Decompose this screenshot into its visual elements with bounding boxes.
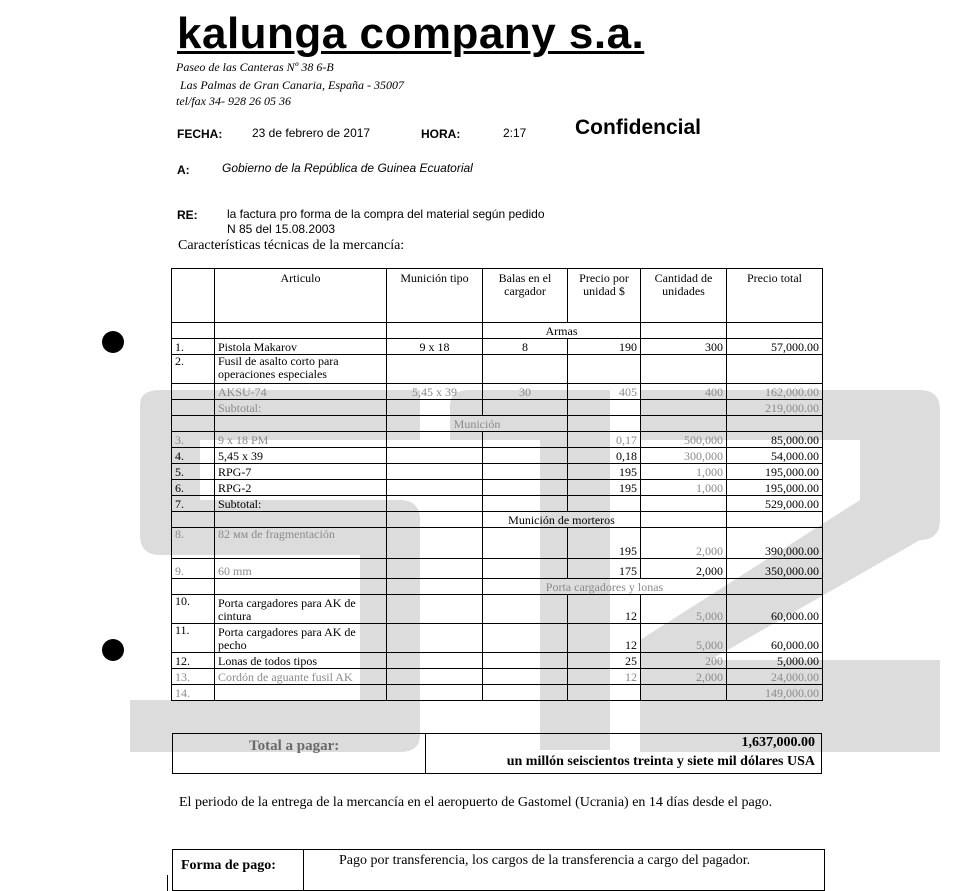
row-quantity: 5,000	[641, 624, 727, 653]
row-number: 9.	[172, 559, 215, 579]
payment-text: Pago por transferencia, los cargos de la transferencia a cargo del pagador.	[339, 853, 751, 868]
row-number: 13.	[172, 669, 215, 685]
section-row	[172, 416, 823, 432]
row-quantity: 1,000	[641, 480, 727, 496]
row-total: 350,000.00	[727, 559, 823, 579]
row-total: 60,000.00	[727, 624, 823, 653]
hora-label: HORA:	[421, 127, 461, 141]
row-quantity: 300,000	[641, 448, 727, 464]
row-price: 195	[568, 480, 641, 496]
row-price: 12	[568, 595, 641, 624]
row-quantity: 300	[641, 339, 727, 355]
row-price: 175	[568, 559, 641, 579]
address-line-1: Paseo de las Canteras Nº 38 6-B	[176, 60, 334, 74]
items-table	[171, 268, 823, 701]
header-total: Precio total	[727, 269, 823, 323]
row-number: 10.	[172, 595, 215, 624]
row-total: 57,000.00	[727, 339, 823, 355]
table-row	[172, 595, 823, 624]
row-article: RPG-7	[215, 464, 387, 480]
table-header-row	[172, 269, 823, 323]
table-row	[172, 653, 823, 669]
header-precio: Precio por unidad $	[568, 269, 641, 323]
header-municion: Munición tipo	[387, 269, 483, 323]
delivery-paragraph: El periodo de la entrega de la mercancía en el aeropuerto de Gastomel (Ucrania) en 14 días desde el pago.	[179, 795, 773, 810]
header-cantidad: Cantidad de unidades	[641, 269, 727, 323]
row-article: AKSU-74	[215, 384, 387, 400]
row-quantity: 2,000	[641, 528, 727, 559]
row-total: 54,000.00	[727, 448, 823, 464]
total-label: Total a pagar:	[249, 738, 340, 754]
table-row	[172, 355, 823, 384]
table-row	[172, 685, 823, 701]
row-article: Subtotal:	[215, 400, 387, 416]
row-price: 195	[568, 464, 641, 480]
row-article: 5,45 x 39	[215, 448, 387, 464]
section-morteros: Munición de morteros	[483, 512, 641, 528]
row-total: 5,000.00	[727, 653, 823, 669]
total-amount: 1,637,000.00	[741, 735, 815, 750]
row-quantity: 400	[641, 384, 727, 400]
hora-value: 2:17	[503, 126, 527, 140]
subtotal-row	[172, 400, 823, 416]
section-row	[172, 512, 823, 528]
address-line-2: Las Palmas de Gran Canaria, España - 35007	[180, 78, 405, 92]
row-quantity: 1,000	[641, 464, 727, 480]
recipient-value: Gobierno de la República de Guinea Ecuatorial	[222, 161, 473, 175]
table-row	[172, 559, 823, 579]
row-quantity: 500,000	[641, 432, 727, 448]
row-total: 149,000.00	[727, 685, 823, 701]
row-number: 2.	[172, 355, 215, 384]
section-armas: Armas	[483, 323, 641, 339]
row-number: 5.	[172, 464, 215, 480]
row-total: 195,000.00	[727, 480, 823, 496]
payment-label: Forma de pago:	[181, 858, 276, 873]
row-number: 11.	[172, 624, 215, 653]
table-row	[172, 624, 823, 653]
row-number: 7.	[172, 496, 215, 512]
re-line-1: la factura pro forma de la compra del material según pedido	[227, 207, 545, 221]
row-quantity: 2,000	[641, 669, 727, 685]
row-price: 405	[568, 384, 641, 400]
row-total: 60,000.00	[727, 595, 823, 624]
table-row	[172, 480, 823, 496]
row-municion: 9 x 18	[387, 339, 483, 355]
payment-box-divider	[303, 850, 304, 890]
row-price: 0,18	[568, 448, 641, 464]
section-porta: Porta cargadores y lonas	[483, 579, 727, 595]
subtotal-row	[172, 496, 823, 512]
row-price: 25	[568, 653, 641, 669]
row-number: 8.	[172, 528, 215, 559]
row-article: 82 мм de fragmentación	[215, 528, 387, 559]
row-article: Porta cargadores para AK de cintura	[215, 595, 387, 624]
table-row	[172, 339, 823, 355]
row-article: 9 x 18 PM	[215, 432, 387, 448]
row-total: 195,000.00	[727, 464, 823, 480]
table-row	[172, 384, 823, 400]
row-price: 12	[568, 669, 641, 685]
row-quantity: 5,000	[641, 595, 727, 624]
row-total: 219,000.00	[727, 400, 823, 416]
row-number: 4.	[172, 448, 215, 464]
row-article: Pistola Makarov	[215, 339, 387, 355]
table-row	[172, 432, 823, 448]
fecha-label: FECHA:	[177, 127, 223, 141]
row-total: 162,000.00	[727, 384, 823, 400]
header-number	[172, 269, 215, 323]
header-articulo: Articulo	[215, 269, 387, 323]
row-article: 60 mm	[215, 559, 387, 579]
address-line-3: tel/fax 34- 928 26 05 36	[176, 94, 291, 108]
row-article: Cordón de aguante fusil AK	[215, 669, 387, 685]
row-number: 12.	[172, 653, 215, 669]
header-balas: Balas en el cargador	[483, 269, 568, 323]
row-price: 0,17	[568, 432, 641, 448]
section-municion: Munición	[387, 416, 568, 432]
re-label: RE:	[177, 208, 198, 222]
table-row	[172, 669, 823, 685]
total-box	[172, 733, 822, 774]
row-number: 1.	[172, 339, 215, 355]
table-row	[172, 528, 823, 559]
total-box-divider	[425, 734, 426, 773]
row-article: Porta cargadores para AK de pecho	[215, 624, 387, 653]
row-balas: 30	[483, 384, 568, 400]
fecha-value: 23 de febrero de 2017	[252, 126, 371, 140]
recipient-label: A:	[177, 163, 190, 177]
row-balas: 8	[483, 339, 568, 355]
payment-box	[172, 849, 825, 891]
row-article: RPG-2	[215, 480, 387, 496]
row-article: Fusil de asalto corto para operaciones especiales	[215, 355, 387, 384]
re-line-2: N 85 del 15.08.2003	[227, 222, 336, 236]
section-row	[172, 323, 823, 339]
total-in-words: un millón seiscientos treinta y siete mil dólares USA	[506, 754, 815, 769]
row-quantity: 200	[641, 653, 727, 669]
row-municion: 5,45 x 39	[387, 384, 483, 400]
row-article: Lonas de todos tipos	[215, 653, 387, 669]
row-total: 24,000.00	[727, 669, 823, 685]
section-row	[172, 579, 823, 595]
row-quantity: 2,000	[641, 559, 727, 579]
row-price: 195	[568, 528, 641, 559]
table-row	[172, 464, 823, 480]
section-subtitle: Características técnicas de la mercancía:	[178, 238, 405, 253]
row-total: 390,000.00	[727, 528, 823, 559]
row-total: 85,000.00	[727, 432, 823, 448]
row-number: 6.	[172, 480, 215, 496]
row-price: 12	[568, 624, 641, 653]
row-total: 529,000.00	[727, 496, 823, 512]
row-number: 14.	[172, 685, 215, 701]
row-price: 190	[568, 339, 641, 355]
row-article: Subtotal:	[215, 496, 387, 512]
confidential-label: Confidencial	[575, 116, 702, 139]
table-row	[172, 448, 823, 464]
company-title: kalunga company s.a.	[177, 9, 645, 58]
row-number: 3.	[172, 432, 215, 448]
